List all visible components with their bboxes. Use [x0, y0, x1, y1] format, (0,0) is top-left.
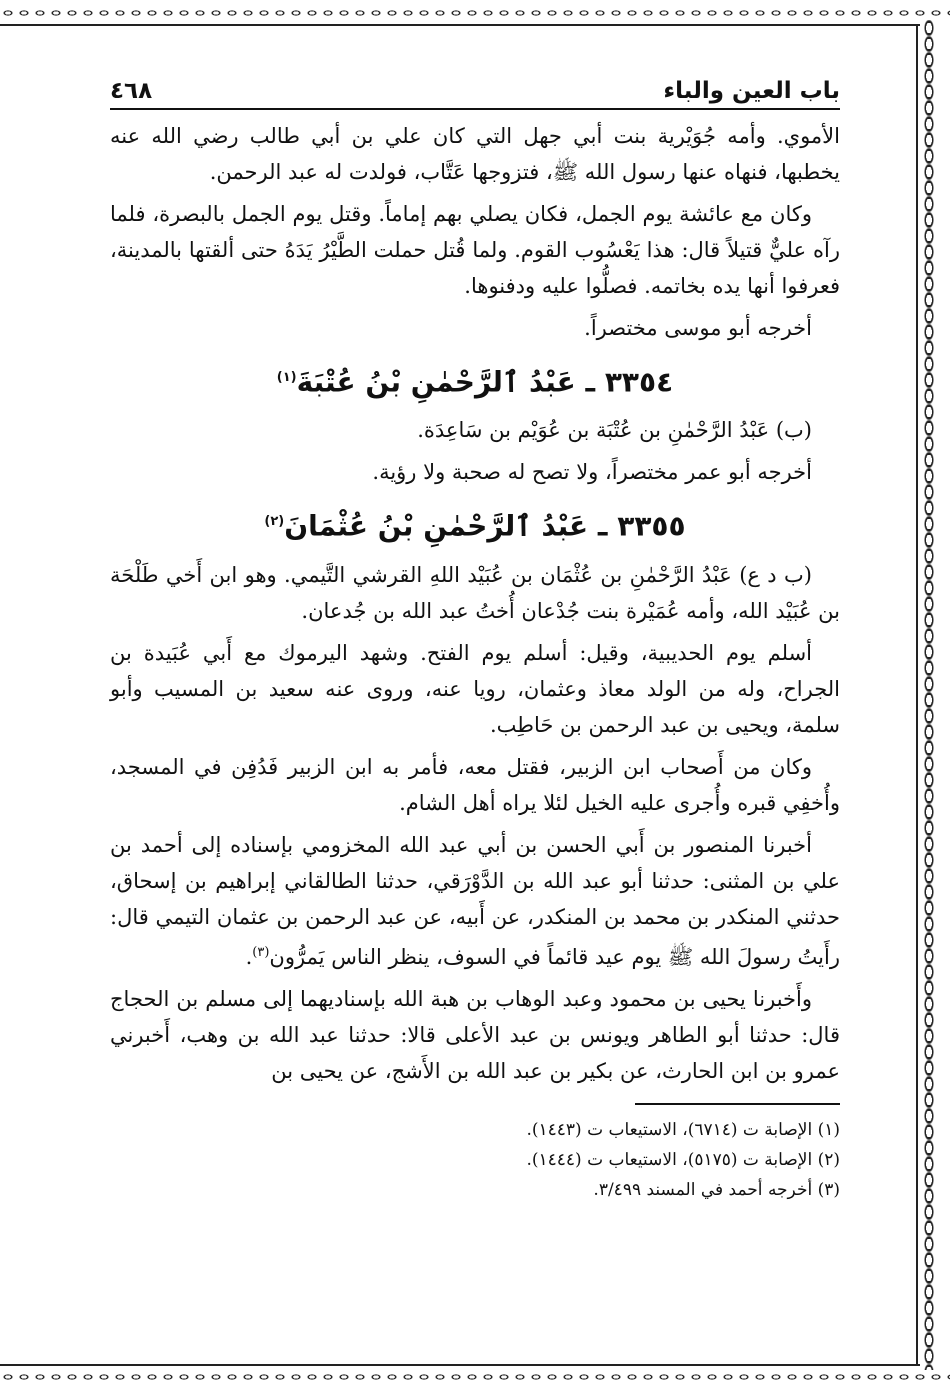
entry-heading-text: ٣٣٥٤ ـ عَبْدُ ٱلرَّحْمٰنِ بْنُ عُتْبَةَ [296, 365, 674, 399]
footnote-ref: (٢) [264, 514, 285, 530]
frame-rule-top [0, 24, 920, 26]
footnote: (٢) الإصابة ت (٥١٧٥)، الاستيعاب ت (١٤٤٤). [526, 1149, 840, 1170]
frame-border-top [0, 2, 950, 24]
paragraph: وكان من أَصحاب ابن الزبير، فقتل معه، فأمر به ابن الزبير فَدُفِن في المسجد، وأُخفِي قبره وأُجرى عليه الخيل لئلا يراه أهل الشام. [110, 754, 840, 815]
header-rule [110, 108, 840, 110]
frame-rule-right [916, 24, 918, 1366]
paragraph-text: أخبرنا المنصور بن أَبي الحسن بن أبي عبد الله المخزومي بإسناده إلى أحمد بن علي بن المثنى: حدثنا أبو عبد الله بن الدَّوْرَقي، حدثنا الطالقاني إبراهيم بن إسحاق، حدثني المنكدر بن محمد بن المنكدر، عن أَبيه، عن عبد الرحمن بن عثمان التيمي قال: رأَيتُ رسولَ الله ﷺ يوم عيد قائماً في السوف، ينظر الناس يَمرُّون [110, 832, 840, 969]
chapter-title: باب العين والباء [663, 78, 840, 104]
entry-heading-text: ٣٣٥٥ ـ عَبْدُ ٱلرَّحْمٰنِ بْنُ عُثْمَانَ [284, 509, 686, 543]
paragraph: الأموي. وأمه جُوَيْرية بنت أبي جهل التي كان علي بن أبي طالب رضي الله عنه يخطبها، فنهاه عنها رسول الله ﷺ، فتزوجها عَتَّاب، فولدت له عبد الرحمن. [110, 124, 840, 184]
paragraph: وأَخبرنا يحيى بن محمود وعبد الوهاب بن هبة الله بإسناديهما إلى مسلم بن الحجاج قال: حدثنا أبو الطاهر ويونس بن عبد الأعلى قالا: حدثنا عبد الله بن وهب، أَخبرني عمرو بن ابن الحارث، عن بكير بن عبد الله بن الأَشج، عن يحيى بن [110, 986, 840, 1083]
frame-border-bottom [0, 1366, 950, 1388]
paragraph [110, 827, 840, 975]
footnote-separator [635, 1103, 840, 1105]
paragraph: (ب د ع) عَبْدُ الرَّحْمٰنِ بن عُثْمَان بن عُبَيْد اللهِ القرشي التَّيمي. وهو ابن أَخي طَلْحَة بن عُبَيْد الله، وأمه عُمَيْرة بنت جُدْعان أُختُ عبد الله بن جُدعان. [110, 562, 840, 623]
paragraph-end: . [245, 944, 253, 969]
entry-heading [110, 502, 840, 546]
page-content [110, 70, 840, 1205]
paragraph: أخرجه أبو عمر مختصراً، ولا تصح له صحبة ولا رؤية. [372, 460, 812, 485]
footnote-ref: (٣) [252, 944, 270, 960]
entry-heading [110, 358, 840, 402]
running-header [110, 70, 840, 104]
paragraph: أخرجه أبو موسى مختصراً. [584, 316, 812, 340]
paragraph: (ب) عَبْدُ الرَّحْمٰنِ بن عُتْبَة بن عُوَيْم بن سَاعِدَة. [417, 418, 812, 443]
page-number: ٤٦٨ [110, 78, 153, 104]
paragraph: أسلم يوم الحديبية، وقيل: أسلم يوم الفتح. وشهد اليرموك مع أَبي عُبَيدة بن الجراح، وله من الولد معاذ وعثمان، رويا عنه، وروى عنه سعيد بن المسيب وأبو سلمة، ويحيى بن عبد الرحمن بن حَاطِب. [110, 640, 840, 737]
footnote: (١) الإصابة ت (٦٧١٤)، الاستيعاب ت (١٤٤٣). [526, 1119, 840, 1140]
frame-border-right [918, 20, 940, 1370]
footnote-ref: (١) [276, 370, 297, 385]
footnote: (٣) أخرجه أحمد في المسند ٣/٤٩٩. [593, 1179, 840, 1200]
paragraph: وكان مع عائشة يوم الجمل، فكان يصلي بهم إماماً. وقتل يوم الجمل بالبصرة، فلما رآه عليٌّ قتيلاً قال: هذا يَعْسُوب القوم. ولما قُتل حملت الطَّيْرُ يَدَهُ حتى ألقتها بالمدينة، فعرفوا أنها يده بخاتمه. فصلُّوا عليه ودفنوها. [110, 202, 840, 298]
